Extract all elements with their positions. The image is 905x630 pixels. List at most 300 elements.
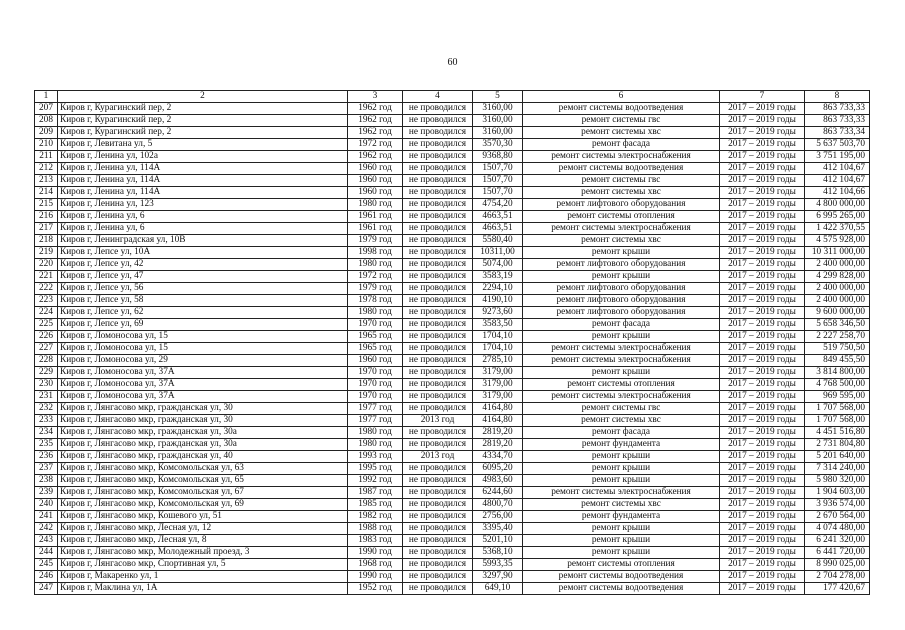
construction-year-cell: 1979 год <box>348 235 403 247</box>
period-cell: 2017 – 2019 годы <box>720 463 805 475</box>
table-row <box>35 295 870 307</box>
construction-year-cell: 1980 год <box>348 259 403 271</box>
cost-cell: 3 814 800,00 <box>805 367 870 379</box>
row-number-cell: 214 <box>35 187 58 199</box>
address-cell: Киров г, Ленинградская ул, 10В <box>58 235 348 247</box>
area-cell: 2785,10 <box>473 355 523 367</box>
row-number-cell: 235 <box>35 439 58 451</box>
area-cell: 4754,20 <box>473 199 523 211</box>
row-number-cell: 233 <box>35 415 58 427</box>
work-type-cell: ремонт лифтового оборудования <box>523 295 720 307</box>
last-repair-cell: не проводился <box>403 127 473 139</box>
address-cell: Киров г, Лянгасово мкр, Молодежный проезд, 3 <box>58 547 348 559</box>
table-row <box>35 439 870 451</box>
table-row <box>35 103 870 115</box>
construction-year-cell: 1962 год <box>348 103 403 115</box>
table-row <box>35 211 870 223</box>
area-cell: 5074,00 <box>473 259 523 271</box>
address-cell: Киров г, Ломоносова ул, 29 <box>58 355 348 367</box>
area-cell: 6095,20 <box>473 463 523 475</box>
last-repair-cell: не проводился <box>403 379 473 391</box>
construction-year-cell: 1965 год <box>348 331 403 343</box>
period-cell: 2017 – 2019 годы <box>720 331 805 343</box>
table-row <box>35 199 870 211</box>
work-type-cell: ремонт системы хвс <box>523 499 720 511</box>
last-repair-cell: не проводился <box>403 583 473 595</box>
row-number-cell: 232 <box>35 403 58 415</box>
period-cell: 2017 – 2019 годы <box>720 115 805 127</box>
address-cell: Киров г, Лянгасово мкр, гражданская ул, 30 <box>58 415 348 427</box>
period-cell: 2017 – 2019 годы <box>720 151 805 163</box>
table-row <box>35 463 870 475</box>
construction-year-cell: 1972 год <box>348 271 403 283</box>
last-repair-cell: не проводился <box>403 559 473 571</box>
work-type-cell: ремонт системы хвс <box>523 127 720 139</box>
construction-year-cell: 1960 год <box>348 175 403 187</box>
work-type-cell: ремонт фундамента <box>523 439 720 451</box>
row-number-cell: 225 <box>35 319 58 331</box>
cost-cell: 4 768 500,00 <box>805 379 870 391</box>
address-cell: Киров г, Лепсе ул, 42 <box>58 259 348 271</box>
table-row <box>35 307 870 319</box>
area-cell: 1507,70 <box>473 163 523 175</box>
construction-year-cell: 1977 год <box>348 403 403 415</box>
cost-cell: 4 451 516,80 <box>805 427 870 439</box>
work-type-cell: ремонт системы водоотведения <box>523 163 720 175</box>
address-cell: Киров г, Лепсе ул, 47 <box>58 271 348 283</box>
area-cell: 2756,00 <box>473 511 523 523</box>
construction-year-cell: 1970 год <box>348 367 403 379</box>
address-cell: Киров г, Ленина ул, 102а <box>58 151 348 163</box>
table-row <box>35 139 870 151</box>
row-number-cell: 226 <box>35 331 58 343</box>
work-type-cell: ремонт системы хвс <box>523 415 720 427</box>
row-number-cell: 231 <box>35 391 58 403</box>
cost-cell: 4 299 828,00 <box>805 271 870 283</box>
table-row <box>35 187 870 199</box>
table-row <box>35 415 870 427</box>
period-cell: 2017 – 2019 годы <box>720 403 805 415</box>
last-repair-cell: не проводился <box>403 427 473 439</box>
last-repair-cell: не проводился <box>403 499 473 511</box>
address-cell: Киров г, Лянгасово мкр, Лесная ул, 8 <box>58 535 348 547</box>
table-row <box>35 523 870 535</box>
construction-year-cell: 1968 год <box>348 559 403 571</box>
row-number-cell: 246 <box>35 571 58 583</box>
table-row <box>35 127 870 139</box>
last-repair-cell: не проводился <box>403 151 473 163</box>
row-number-cell: 213 <box>35 175 58 187</box>
period-cell: 2017 – 2019 годы <box>720 295 805 307</box>
area-cell: 3160,00 <box>473 127 523 139</box>
last-repair-cell: не проводился <box>403 307 473 319</box>
work-type-cell: ремонт системы электроснабжения <box>523 343 720 355</box>
column-header-3: 3 <box>348 91 403 103</box>
cost-cell: 6 241 320,00 <box>805 535 870 547</box>
table-row <box>35 115 870 127</box>
table-row <box>35 331 870 343</box>
construction-year-cell: 1980 год <box>348 427 403 439</box>
cost-cell: 5 201 640,00 <box>805 451 870 463</box>
period-cell: 2017 – 2019 годы <box>720 187 805 199</box>
table-row <box>35 163 870 175</box>
work-type-cell: ремонт крыши <box>523 475 720 487</box>
address-cell: Киров г, Курагинский пер, 2 <box>58 115 348 127</box>
last-repair-cell: не проводился <box>403 355 473 367</box>
area-cell: 5368,10 <box>473 547 523 559</box>
construction-year-cell: 1965 год <box>348 343 403 355</box>
table-header <box>35 91 870 103</box>
last-repair-cell: не проводился <box>403 235 473 247</box>
cost-cell: 412 104,67 <box>805 163 870 175</box>
cost-cell: 863 733,33 <box>805 103 870 115</box>
row-number-cell: 218 <box>35 235 58 247</box>
construction-year-cell: 1982 год <box>348 511 403 523</box>
work-type-cell: ремонт фасада <box>523 139 720 151</box>
address-cell: Киров г, Ломоносова ул, 15 <box>58 343 348 355</box>
work-type-cell: ремонт крыши <box>523 271 720 283</box>
work-type-cell: ремонт системы электроснабжения <box>523 151 720 163</box>
period-cell: 2017 – 2019 годы <box>720 175 805 187</box>
construction-year-cell: 1960 год <box>348 187 403 199</box>
area-cell: 3179,00 <box>473 391 523 403</box>
row-number-cell: 247 <box>35 583 58 595</box>
address-cell: Киров г, Лянгасово мкр, гражданская ул, 30 <box>58 403 348 415</box>
address-cell: Киров г, Лепсе ул, 10А <box>58 247 348 259</box>
address-cell: Киров г, Лепсе ул, 69 <box>58 319 348 331</box>
period-cell: 2017 – 2019 годы <box>720 211 805 223</box>
page-number: 60 <box>447 57 458 68</box>
last-repair-cell: не проводился <box>403 163 473 175</box>
area-cell: 4800,70 <box>473 499 523 511</box>
work-type-cell: ремонт системы электроснабжения <box>523 223 720 235</box>
last-repair-cell: не проводился <box>403 403 473 415</box>
table-row <box>35 583 870 595</box>
address-cell: Киров г, Лянгасово мкр, Комсомольская ул, 65 <box>58 475 348 487</box>
last-repair-cell: не проводился <box>403 487 473 499</box>
last-repair-cell: не проводился <box>403 319 473 331</box>
period-cell: 2017 – 2019 годы <box>720 163 805 175</box>
address-cell: Киров г, Лянгасово мкр, Кошевого ул, 51 <box>58 511 348 523</box>
last-repair-cell: не проводился <box>403 523 473 535</box>
table-row <box>35 499 870 511</box>
work-type-cell: ремонт крыши <box>523 451 720 463</box>
work-type-cell: ремонт системы гвс <box>523 115 720 127</box>
period-cell: 2017 – 2019 годы <box>720 271 805 283</box>
area-cell: 3297,90 <box>473 571 523 583</box>
row-number-cell: 228 <box>35 355 58 367</box>
period-cell: 2017 – 2019 годы <box>720 259 805 271</box>
cost-cell: 2 731 804,80 <box>805 439 870 451</box>
work-type-cell: ремонт системы гвс <box>523 403 720 415</box>
last-repair-cell: не проводился <box>403 571 473 583</box>
area-cell: 3583,19 <box>473 271 523 283</box>
row-number-cell: 222 <box>35 283 58 295</box>
table-row <box>35 355 870 367</box>
table-row <box>35 271 870 283</box>
construction-year-cell: 1987 год <box>348 487 403 499</box>
work-type-cell: ремонт системы хвс <box>523 187 720 199</box>
last-repair-cell: не проводился <box>403 295 473 307</box>
work-type-cell: ремонт лифтового оборудования <box>523 307 720 319</box>
last-repair-cell: не проводился <box>403 463 473 475</box>
area-cell: 1507,70 <box>473 187 523 199</box>
table-row <box>35 175 870 187</box>
cost-cell: 4 800 000,00 <box>805 199 870 211</box>
row-number-cell: 240 <box>35 499 58 511</box>
last-repair-cell: не проводился <box>403 271 473 283</box>
row-number-cell: 234 <box>35 427 58 439</box>
row-number-cell: 216 <box>35 211 58 223</box>
row-number-cell: 244 <box>35 547 58 559</box>
construction-year-cell: 1992 год <box>348 475 403 487</box>
row-number-cell: 243 <box>35 535 58 547</box>
period-cell: 2017 – 2019 годы <box>720 139 805 151</box>
row-number-cell: 245 <box>35 559 58 571</box>
area-cell: 3570,30 <box>473 139 523 151</box>
row-number-cell: 227 <box>35 343 58 355</box>
row-number-cell: 241 <box>35 511 58 523</box>
last-repair-cell: не проводился <box>403 187 473 199</box>
area-cell: 1507,70 <box>473 175 523 187</box>
area-cell: 5993,35 <box>473 559 523 571</box>
period-cell: 2017 – 2019 годы <box>720 355 805 367</box>
address-cell: Киров г, Курагинский пер, 2 <box>58 127 348 139</box>
cost-cell: 519 750,50 <box>805 343 870 355</box>
period-cell: 2017 – 2019 годы <box>720 343 805 355</box>
header-row <box>35 91 870 103</box>
area-cell: 3179,00 <box>473 367 523 379</box>
construction-year-cell: 1980 год <box>348 307 403 319</box>
row-number-cell: 209 <box>35 127 58 139</box>
table-row <box>35 559 870 571</box>
period-cell: 2017 – 2019 годы <box>720 367 805 379</box>
area-cell: 2819,20 <box>473 427 523 439</box>
table-row <box>35 247 870 259</box>
work-type-cell: ремонт системы отопления <box>523 211 720 223</box>
address-cell: Киров г, Лянгасово мкр, Лесная ул, 12 <box>58 523 348 535</box>
address-cell: Киров г, Лепсе ул, 56 <box>58 283 348 295</box>
address-cell: Киров г, Ленина ул, 123 <box>58 199 348 211</box>
cost-cell: 412 104,66 <box>805 187 870 199</box>
last-repair-cell: не проводился <box>403 247 473 259</box>
work-type-cell: ремонт системы хвс <box>523 235 720 247</box>
work-type-cell: ремонт крыши <box>523 535 720 547</box>
table-row <box>35 487 870 499</box>
column-header-8: 8 <box>805 91 870 103</box>
area-cell: 3395,40 <box>473 523 523 535</box>
cost-cell: 2 704 278,00 <box>805 571 870 583</box>
construction-year-cell: 1998 год <box>348 247 403 259</box>
address-cell: Киров г, Лепсе ул, 62 <box>58 307 348 319</box>
address-cell: Киров г, Макаренко ул, 1 <box>58 571 348 583</box>
work-type-cell: ремонт лифтового оборудования <box>523 283 720 295</box>
area-cell: 4190,10 <box>473 295 523 307</box>
table-row <box>35 535 870 547</box>
area-cell: 10311,00 <box>473 247 523 259</box>
cost-cell: 5 980 320,00 <box>805 475 870 487</box>
work-type-cell: ремонт системы водоотведения <box>523 583 720 595</box>
construction-year-cell: 1977 год <box>348 415 403 427</box>
address-cell: Киров г, Ленина ул, 114А <box>58 163 348 175</box>
last-repair-cell: 2013 год <box>403 451 473 463</box>
last-repair-cell: не проводился <box>403 547 473 559</box>
area-cell: 1704,10 <box>473 343 523 355</box>
period-cell: 2017 – 2019 годы <box>720 127 805 139</box>
construction-year-cell: 1980 год <box>348 199 403 211</box>
work-type-cell: ремонт системы отопления <box>523 379 720 391</box>
cost-cell: 8 990 025,00 <box>805 559 870 571</box>
address-cell: Киров г, Ленина ул, 114А <box>58 175 348 187</box>
cost-cell: 412 104,67 <box>805 175 870 187</box>
row-number-cell: 229 <box>35 367 58 379</box>
row-number-cell: 217 <box>35 223 58 235</box>
work-type-cell: ремонт крыши <box>523 331 720 343</box>
row-number-cell: 210 <box>35 139 58 151</box>
area-cell: 4334,70 <box>473 451 523 463</box>
period-cell: 2017 – 2019 годы <box>720 391 805 403</box>
table-row <box>35 391 870 403</box>
area-cell: 5580,40 <box>473 235 523 247</box>
table-row <box>35 547 870 559</box>
period-cell: 2017 – 2019 годы <box>720 535 805 547</box>
cost-cell: 1 707 568,00 <box>805 403 870 415</box>
row-number-cell: 223 <box>35 295 58 307</box>
address-cell: Киров г, Лянгасово мкр, Комсомольская ул, 63 <box>58 463 348 475</box>
table-row <box>35 379 870 391</box>
construction-year-cell: 1961 год <box>348 223 403 235</box>
construction-year-cell: 1962 год <box>348 115 403 127</box>
table-row <box>35 403 870 415</box>
area-cell: 4663,51 <box>473 223 523 235</box>
work-type-cell: ремонт системы электроснабжения <box>523 355 720 367</box>
cost-cell: 6 995 265,00 <box>805 211 870 223</box>
area-cell: 6244,60 <box>473 487 523 499</box>
period-cell: 2017 – 2019 годы <box>720 427 805 439</box>
table-row <box>35 427 870 439</box>
cost-cell: 1 422 370,55 <box>805 223 870 235</box>
address-cell: Киров г, Лянгасово мкр, гражданская ул, 30а <box>58 427 348 439</box>
area-cell: 3160,00 <box>473 115 523 127</box>
construction-year-cell: 1995 год <box>348 463 403 475</box>
construction-year-cell: 1970 год <box>348 391 403 403</box>
construction-year-cell: 1960 год <box>348 163 403 175</box>
last-repair-cell: не проводился <box>403 535 473 547</box>
column-header-5: 5 <box>473 91 523 103</box>
address-cell: Киров г, Лянгасово мкр, гражданская ул, 30а <box>58 439 348 451</box>
cost-cell: 1 904 603,00 <box>805 487 870 499</box>
last-repair-cell: не проводился <box>403 283 473 295</box>
area-cell: 3160,00 <box>473 103 523 115</box>
cost-cell: 7 314 240,00 <box>805 463 870 475</box>
row-number-cell: 238 <box>35 475 58 487</box>
last-repair-cell: не проводился <box>403 139 473 151</box>
table-row <box>35 151 870 163</box>
area-cell: 3179,00 <box>473 379 523 391</box>
cost-cell: 863 733,34 <box>805 127 870 139</box>
last-repair-cell: не проводился <box>403 367 473 379</box>
row-number-cell: 230 <box>35 379 58 391</box>
last-repair-cell: не проводился <box>403 259 473 271</box>
table-row <box>35 259 870 271</box>
construction-year-cell: 1990 год <box>348 547 403 559</box>
cost-cell: 849 455,50 <box>805 355 870 367</box>
last-repair-cell: не проводился <box>403 103 473 115</box>
address-cell: Киров г, Ломоносова ул, 15 <box>58 331 348 343</box>
row-number-cell: 215 <box>35 199 58 211</box>
cost-cell: 4 074 480,00 <box>805 523 870 535</box>
table-row <box>35 343 870 355</box>
period-cell: 2017 – 2019 годы <box>720 559 805 571</box>
period-cell: 2017 – 2019 годы <box>720 439 805 451</box>
period-cell: 2017 – 2019 годы <box>720 523 805 535</box>
table-row <box>35 571 870 583</box>
table-row <box>35 319 870 331</box>
period-cell: 2017 – 2019 годы <box>720 511 805 523</box>
address-cell: Киров г, Курагинский пер, 2 <box>58 103 348 115</box>
row-number-cell: 220 <box>35 259 58 271</box>
construction-year-cell: 1985 год <box>348 499 403 511</box>
address-cell: Киров г, Ломоносова ул, 37А <box>58 367 348 379</box>
area-cell: 4663,51 <box>473 211 523 223</box>
cost-cell: 2 227 258,70 <box>805 331 870 343</box>
area-cell: 5201,10 <box>473 535 523 547</box>
address-cell: Киров г, Ломоносова ул, 37А <box>58 391 348 403</box>
last-repair-cell: не проводился <box>403 175 473 187</box>
cost-cell: 10 311 000,00 <box>805 247 870 259</box>
last-repair-cell: не проводился <box>403 331 473 343</box>
area-cell: 2294,10 <box>473 283 523 295</box>
area-cell: 649,10 <box>473 583 523 595</box>
construction-year-cell: 1990 год <box>348 571 403 583</box>
work-type-cell: ремонт системы электроснабжения <box>523 391 720 403</box>
area-cell: 9273,60 <box>473 307 523 319</box>
row-number-cell: 224 <box>35 307 58 319</box>
last-repair-cell: не проводился <box>403 343 473 355</box>
row-number-cell: 211 <box>35 151 58 163</box>
cost-cell: 2 400 000,00 <box>805 283 870 295</box>
area-cell: 9368,80 <box>473 151 523 163</box>
period-cell: 2017 – 2019 годы <box>720 307 805 319</box>
area-cell: 4164,80 <box>473 403 523 415</box>
column-header-6: 6 <box>523 91 720 103</box>
last-repair-cell: не проводился <box>403 391 473 403</box>
column-header-4: 4 <box>403 91 473 103</box>
row-number-cell: 212 <box>35 163 58 175</box>
construction-year-cell: 1972 год <box>348 139 403 151</box>
period-cell: 2017 – 2019 годы <box>720 487 805 499</box>
table-body <box>35 103 870 595</box>
address-cell: Киров г, Маклина ул, 1А <box>58 583 348 595</box>
column-header-1: 1 <box>35 91 58 103</box>
construction-year-cell: 1962 год <box>348 151 403 163</box>
period-cell: 2017 – 2019 годы <box>720 583 805 595</box>
last-repair-cell: не проводился <box>403 475 473 487</box>
address-cell: Киров г, Ломоносова ул, 37А <box>58 379 348 391</box>
cost-cell: 1 707 568,00 <box>805 415 870 427</box>
last-repair-cell: не проводился <box>403 511 473 523</box>
construction-year-cell: 1983 год <box>348 535 403 547</box>
work-type-cell: ремонт крыши <box>523 547 720 559</box>
construction-year-cell: 1962 год <box>348 127 403 139</box>
table-row <box>35 283 870 295</box>
cost-cell: 3 751 195,00 <box>805 151 870 163</box>
period-cell: 2017 – 2019 годы <box>720 283 805 295</box>
construction-year-cell: 1961 год <box>348 211 403 223</box>
cost-cell: 5 658 346,50 <box>805 319 870 331</box>
construction-year-cell: 1988 год <box>348 523 403 535</box>
last-repair-cell: не проводился <box>403 115 473 127</box>
